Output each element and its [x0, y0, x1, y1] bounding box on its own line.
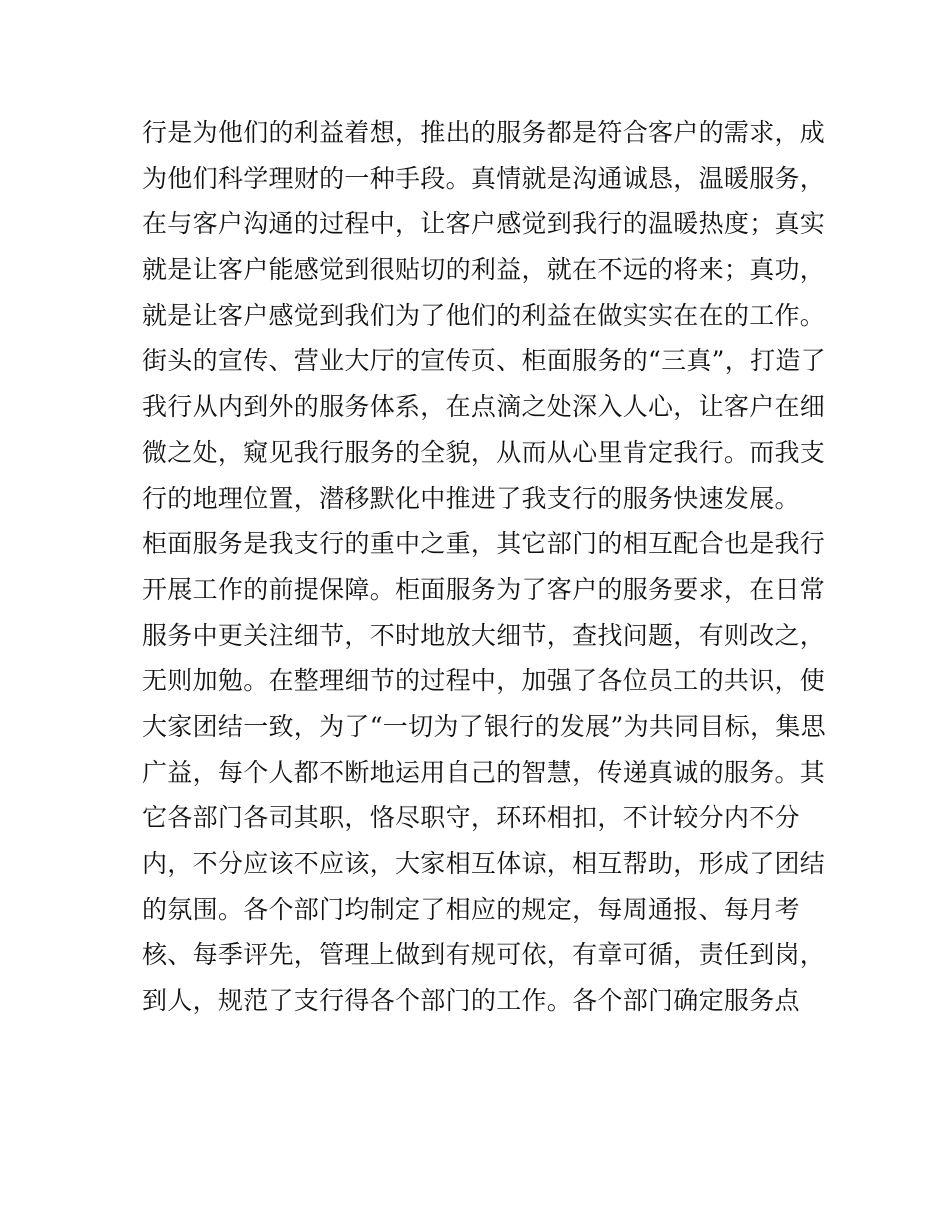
text-line: 行的地理位置，潜移默化中推进了我支行的服务快速发展。 [142, 483, 800, 513]
text-line: 我行从内到外的服务体系，在点滴之处深入人心，让客户在细 [142, 392, 826, 422]
text-line: 大家团结一致，为了“一切为了银行的发展”为共同目标，集思 [142, 711, 826, 741]
text-line: 内，不分应该不应该，大家相互体谅，相互帮助，形成了团结 [142, 849, 826, 878]
body-text [142, 110, 826, 1024]
text-line: 到人，规范了支行得各个部门的工作。各个部门确定服务点 [142, 986, 800, 1016]
text-line: 就是让客户能感觉到很贴切的利益，就在不远的将来；真功， [142, 255, 826, 285]
text-line: 的氛围。各个部门均制定了相应的规定，每周通报、每月考 [142, 894, 800, 924]
text-line: 街头的宣传、营业大厅的宣传页、柜面服务的“三真”，打造了 [142, 346, 826, 376]
text-line: 行是为他们的利益着想，推出的服务都是符合客户的需求，成 [142, 118, 826, 147]
text-line: 它各部门各司其职，恪尽职守，环环相扣，不计较分内不分 [142, 803, 800, 833]
text-line: 微之处，窥见我行服务的全貌，从而从心里肯定我行。而我支 [142, 437, 826, 467]
text-line: 就是让客户感觉到我们为了他们的利益在做实实在在的工作。 [142, 300, 826, 330]
text-line: 无则加勉。在整理细节的过程中，加强了各位员工的共识，使 [142, 666, 826, 696]
text-line: 开展工作的前提保障。柜面服务为了客户的服务要求，在日常 [142, 574, 826, 604]
text-line: 在与客户沟通的过程中，让客户感觉到我行的温暖热度；真实 [142, 209, 826, 239]
text-line: 服务中更关注细节，不时地放大细节，查找问题，有则改之， [142, 620, 826, 650]
text-line: 广益，每个人都不断地运用自己的智慧，传递真诚的服务。其 [142, 757, 826, 787]
text-line: 柜面服务是我支行的重中之重，其它部门的相互配合也是我行 [142, 529, 826, 559]
text-line: 核、每季评先，管理上做到有规可依，有章可循，责任到岗， [142, 940, 826, 970]
text-line: 为他们科学理财的一种手段。真情就是沟通诚恳，温暖服务， [142, 163, 826, 193]
